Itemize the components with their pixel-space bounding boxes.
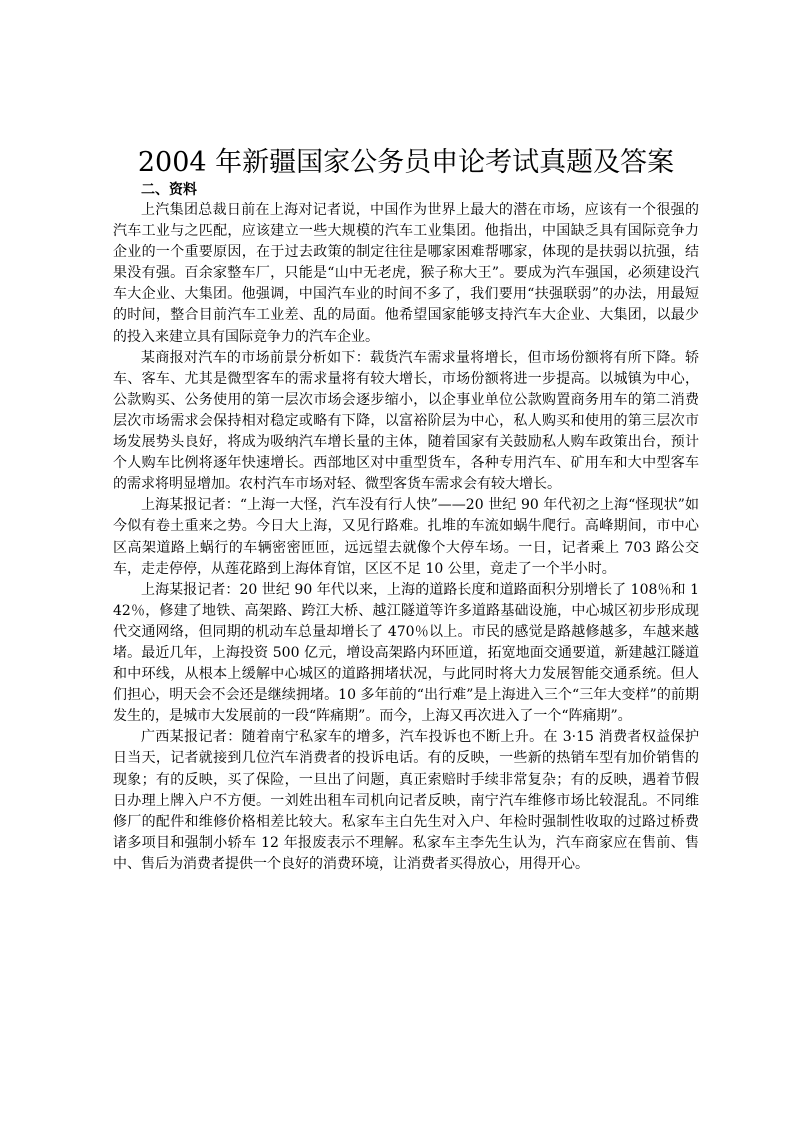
paragraph-4: 上海某报记者：20 世纪 90 年代以来，上海的道路长度和道路面积分别增长了 108％和 142％，修建了地铁、高架路、跨江大桥、越江隧道等许多道路基础设施，中心城区初步形成现代交通网络，但同期的机动车总量却增长了 470％以上。市民的感觉是路越修越多，车越来越堵。最近几年，上海投资 500 亿元，增设高架路内环匝道，拓宽地面交通要道，新建越江隧道和中环线，从根本上缓解中心城区的道路拥堵状况，与此同时将大力发展智能交通系统。但人们担心，明天会不会还是继续拥堵。10 多年前的“出行难”是上海进入三个“三年大变样”的前期发生的，是城市大发展前的一段“阵痛期”。而今，上海又再次进入了一个“阵痛期”。: [113, 581, 699, 725]
paragraph-5: 广西某报记者：随着南宁私家车的增多，汽车投诉也不断上升。在 3·15 消费者权益保护日当天，记者就接到几位汽车消费者的投诉电话。有的反映，一些新的热销车型有加价销售的现象；有的反映，买了保险，一旦出了问题，真正索赔时手续非常复杂；有的反映，遇着节假日办理上牌入户不方便。一刘姓出租车司机向记者反映，南宁汽车维修市场比较混乱。不同维修厂的配件和维修价格相差比较大。私家车主白先生对入户、年检时强制性收取的过路过桥费诸多项目和强制小轿车 12 年报废表示不理解。私家车主李先生认为，汽车商家应在售前、售中、售后为消费者提供一个良好的消费环境，让消费者买得放心，用得开心。: [113, 729, 699, 872]
paragraph-1: 上汽集团总裁日前在上海对记者说，中国作为世界上最大的潜在市场，应该有一个很强的汽车工业与之匹配，应该建立一些大规模的汽车工业集团。他指出，中国缺乏具有国际竞争力企业的一个重要原因，在于过去政策的制定往往是哪家困难帮哪家，体现的是扶弱以抗强，结果没有强。百余家整车厂，只能是“山中无老虎，猴子称大王”。要成为汽车强国，必须建设汽车大企业、大集团。他强调，中国汽车业的时间不多了，我们要用“扶强联弱”的办法，用最短的时间，整合目前汽车工业差、乱的局面。他希望国家能够支持汽车大企业、大集团，以最少的投入来建立具有国际竞争力的汽车企业。: [113, 202, 699, 345]
document-title: 2004 年新疆国家公务员申论考试真题及答案: [137, 147, 675, 178]
paragraph-2: 某商报对汽车的市场前景分析如下：载货汽车需求量将增长，但市场份额将有所下降。轿车、客车、尤其是微型客车的需求量将有较大增长，市场份额将进一步提高。以城镇为中心，公款购买、公务使用的第一层次市场会逐步缩小，以企事业单位公款购置商务用车的第二消费层次市场需求会保持相对稳定或略有下降，以富裕阶层为中心，私人购买和使用的第三层次市场发展势头良好，将成为吸纳汽车增长量的主体，随着国家有关鼓励私人购车政策出台，预计个人购车比例将逐年快速增长。西部地区对中重型货车，各种专用汽车、矿用车和大中型客车的需求将明显增加。农村汽车市场对轻、微型客货车需求会有较大增长。: [113, 349, 699, 493]
paragraph-3: 上海某报记者：“上海一大怪，汽车没有行人快”——20 世纪 90 年代初之上海“怪现状”如今似有卷土重来之势。今日大上海，又见行路难。扎堆的车流如蜗牛爬行。高峰期间，市中心区高架道路上蜗行的车辆密密匝匝，远远望去就像个大停车场。一日，记者乘上 703 路公交车，走走停停，从莲花路到上海体育馆，区区不足 10 公里，竟走了一个半小时。: [113, 497, 699, 577]
document-page: [113, 146, 699, 875]
section-heading: 二、资料: [141, 182, 197, 198]
